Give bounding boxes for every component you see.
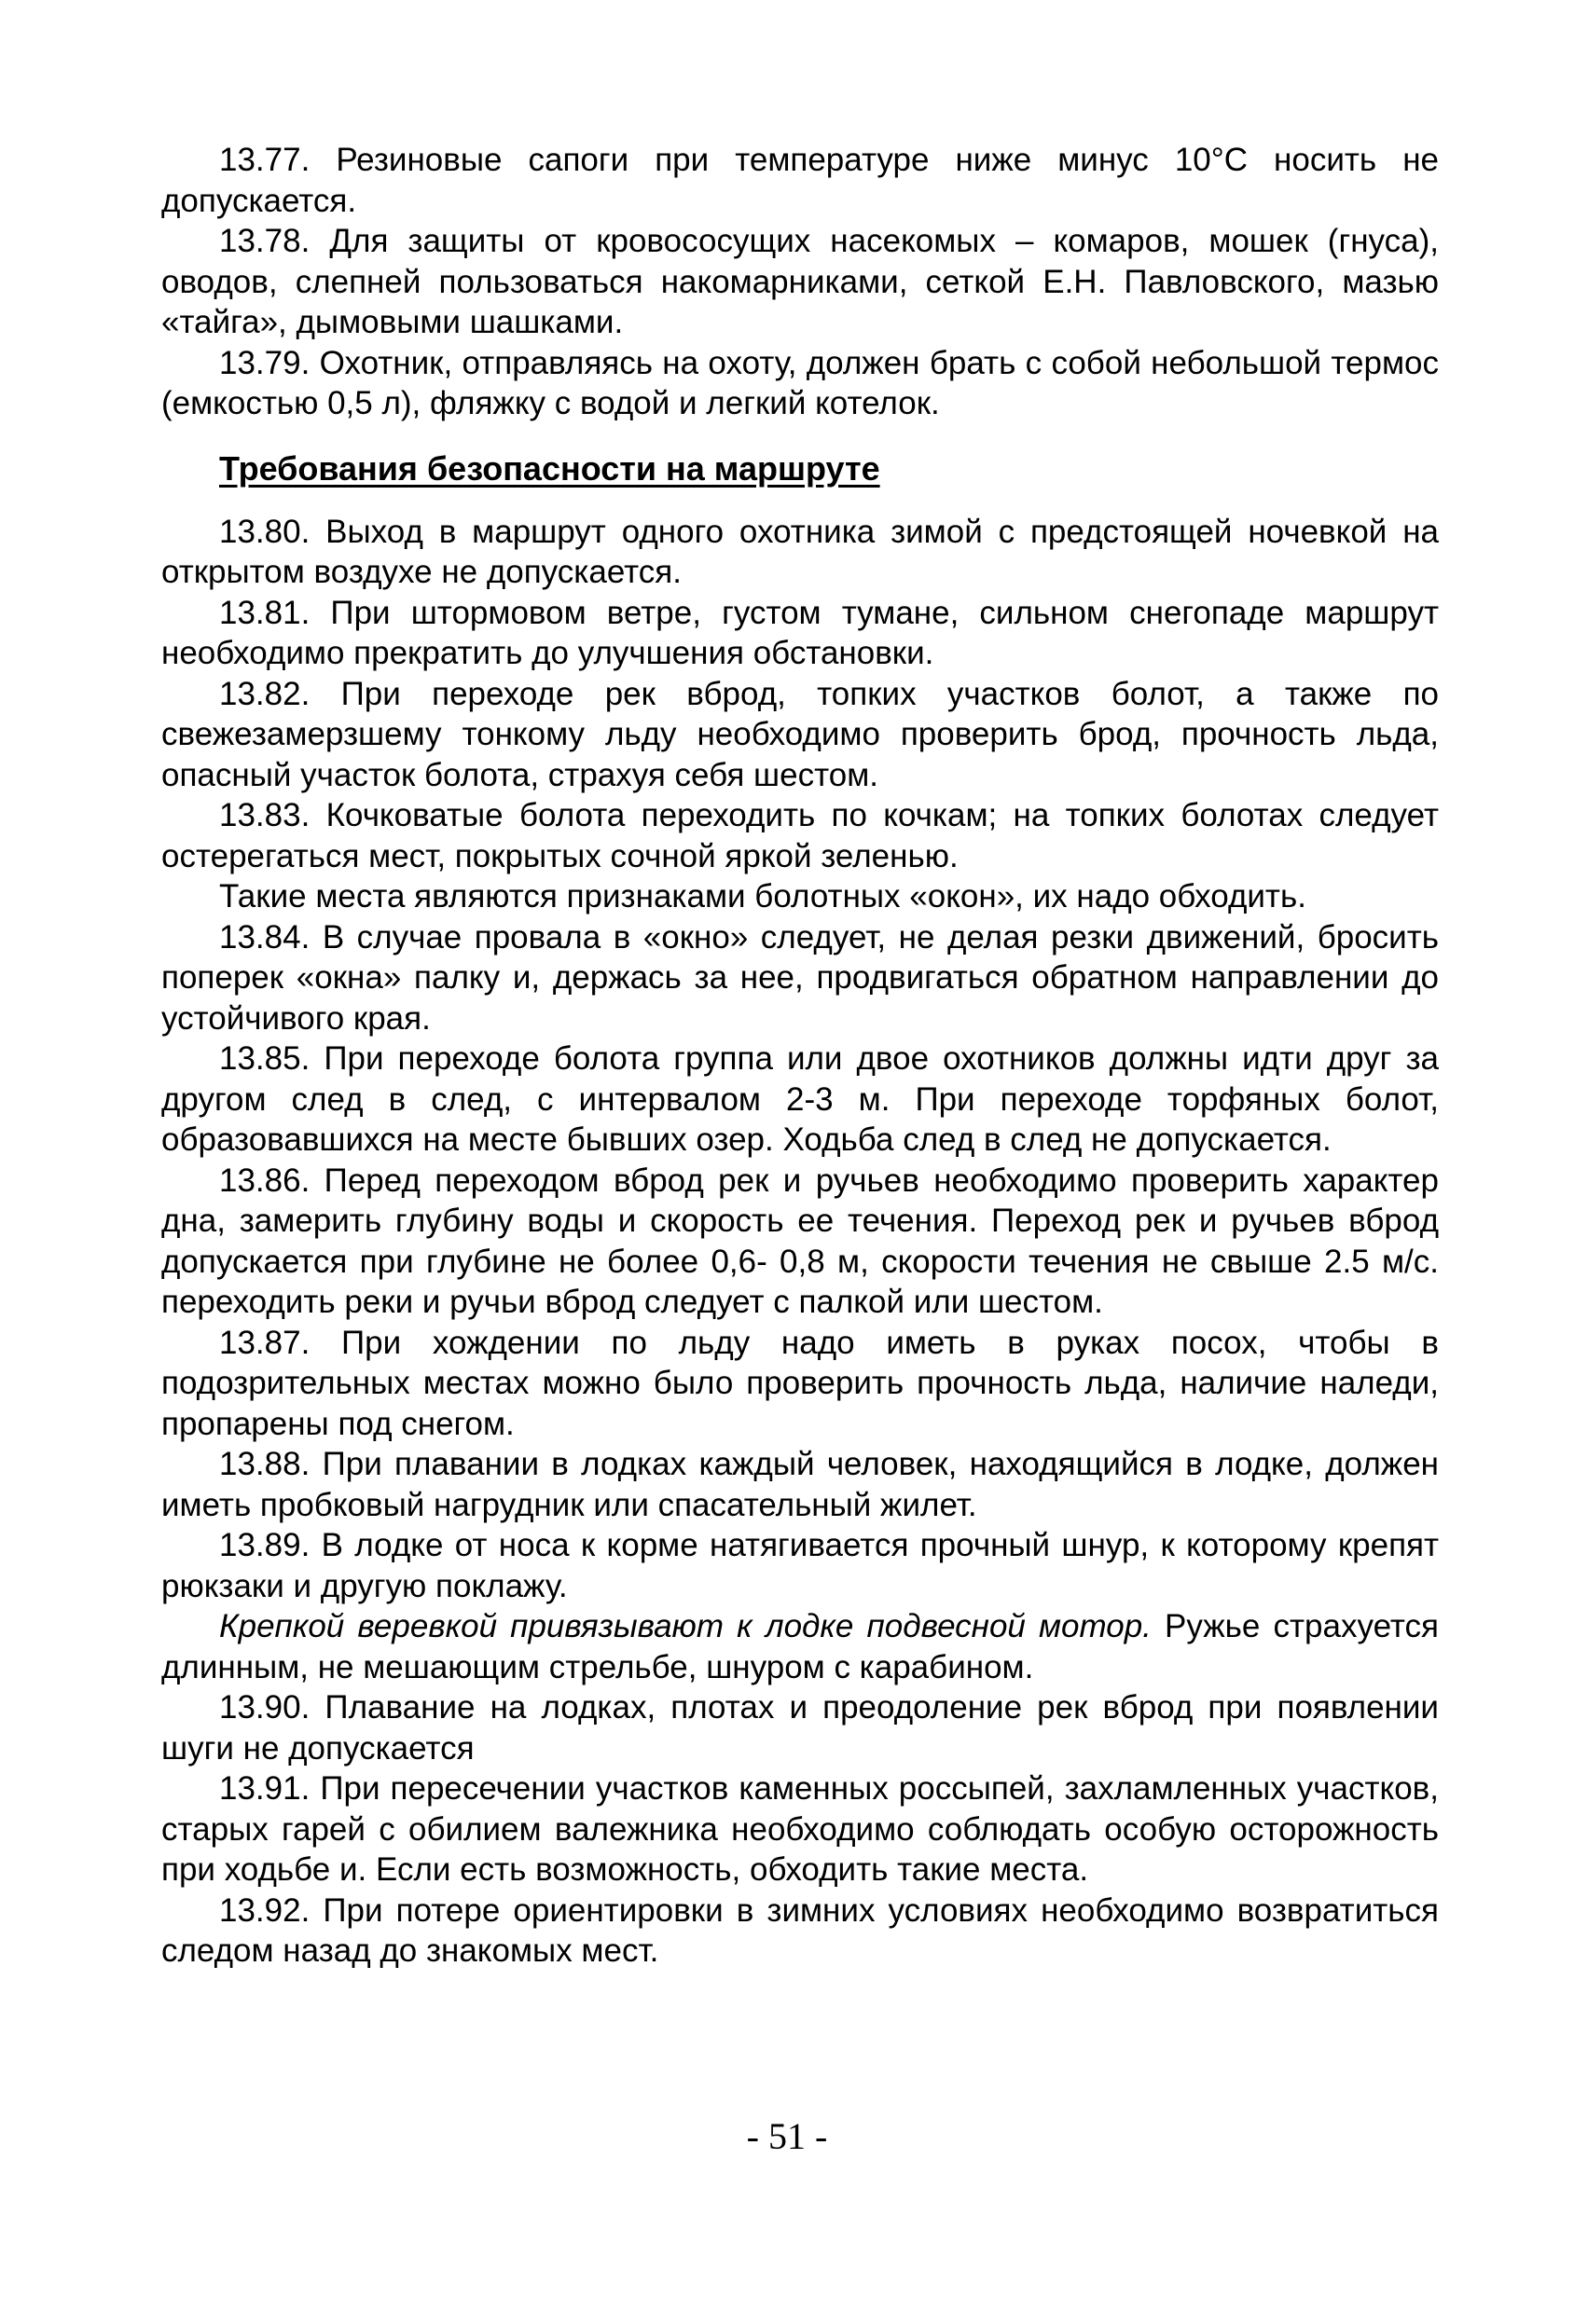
paragraph-13-87: 13.87. При хождении по льду надо иметь в руках посох, чтобы в подозрительных местах можно было проверить прочность льда, наличие наледи, пропарены под снегом. xyxy=(161,1324,1439,1442)
paragraph-13-90: 13.90. Плавание на лодках, плотах и преодоление рек вброд при появлении шуги не допускается xyxy=(161,1689,1439,1767)
paragraph-13-80: 13.80. Выход в маршрут одного охотника зимой с предстоящей ночевкой на открытом воздухе не допускается. xyxy=(161,513,1439,590)
paragraph-13-85: 13.85. При переходе болота группа или двое охотников должны идти друг за другом след в след, с интервалом 2-3 м. При переходе торфяных болот, образовавшихся на месте бывших озер. Ходьба след в след не допускается. xyxy=(161,1040,1439,1158)
paragraph-13-78: 13.78. Для защиты от кровососущих насекомых – комаров, мошек (гнуса), оводов, слепней пользоваться накомарниками, сеткой Е.Н. Павловского, мазью «тайга», дымовыми шашками. xyxy=(161,223,1439,340)
paragraph-13-86: 13.86. Перед переходом вброд рек и ручьев необходимо проверить характер дна, замерить глубину воды и скорость ее течения. Переход рек и ручьев вброд допускается при глубине не более 0,6- 0,8 м, скорости течения не свыше 2.5 м/с. переходить реки и ручьи вброд следует с палкой или шестом. xyxy=(161,1162,1439,1320)
paragraph-13-77: 13.77. Резиновые сапоги при температуре ниже минус 10°С носить не допускается. xyxy=(161,142,1439,219)
paragraph-13-88: 13.88. При плавании в лодках каждый человек, находящийся в лодке, должен иметь пробковый нагрудник или спасательный жилет. xyxy=(161,1446,1439,1523)
paragraph-13-92: 13.92. При потере ориентировки в зимних условиях необходимо возвратиться следом назад до знакомых мест. xyxy=(161,1891,1439,1969)
paragraph-13-91: 13.91. При пересечении участков каменных россыпей, захламленных участков, старых гарей с обилием валежника необходимо соблюдать особую осторожность при ходьбе и. Если есть возможность, обходить такие места. xyxy=(161,1770,1439,1888)
paragraph-13-83-continuation: Такие места являются признаками болотных «окон», их надо обходить. xyxy=(219,878,1306,914)
paragraph-13-79: 13.79. Охотник, отправляясь на охоту, должен брать с собой небольшой термос (емкостью 0,5 л), фляжку с водой и легкий котелок. xyxy=(161,344,1439,421)
paragraph-13-81: 13.81. При штормовом ветре, густом тумане, сильном снегопаде маршрут необходимо прекратить до улучшения обстановки. xyxy=(161,594,1439,671)
paragraph-13-82: 13.82. При переходе рек вброд, топких участков болот, а также по свежезамерзшему тонкому льду необходимо проверить брод, прочность льда, опасный участок болота, страхуя себя шестом. xyxy=(161,675,1439,793)
italic-sentence: Крепкой веревкой привязывают к лодке подвесной мотор. xyxy=(219,1608,1152,1644)
section-heading: Требования безопасности на маршруте xyxy=(219,448,880,488)
paragraph-13-89-rest: Ружье страхуется длинным, не мешающим стрельбе, шнуром с карабином. xyxy=(161,1608,1439,1685)
paragraph-13-89-continuation xyxy=(161,1606,1439,1687)
document-page xyxy=(161,140,1439,1972)
paragraph-13-83: 13.83. Кочковатые болота переходить по кочкам; на топких болотах следует остерегаться мест, покрытых сочной яркой зеленью. xyxy=(161,797,1439,874)
page-number: - 51 - xyxy=(746,2115,828,2157)
paragraph-13-84: 13.84. В случае провала в «окно» следует, не делая резки движений, бросить поперек «окна» палку и, держась за нее, продвигаться обратном направлении до устойчивого края. xyxy=(161,918,1439,1037)
paragraph-13-89: 13.89. В лодке от носа к корме натягивается прочный шнур, к которому крепят рюкзаки и другую поклажу. xyxy=(161,1527,1439,1604)
